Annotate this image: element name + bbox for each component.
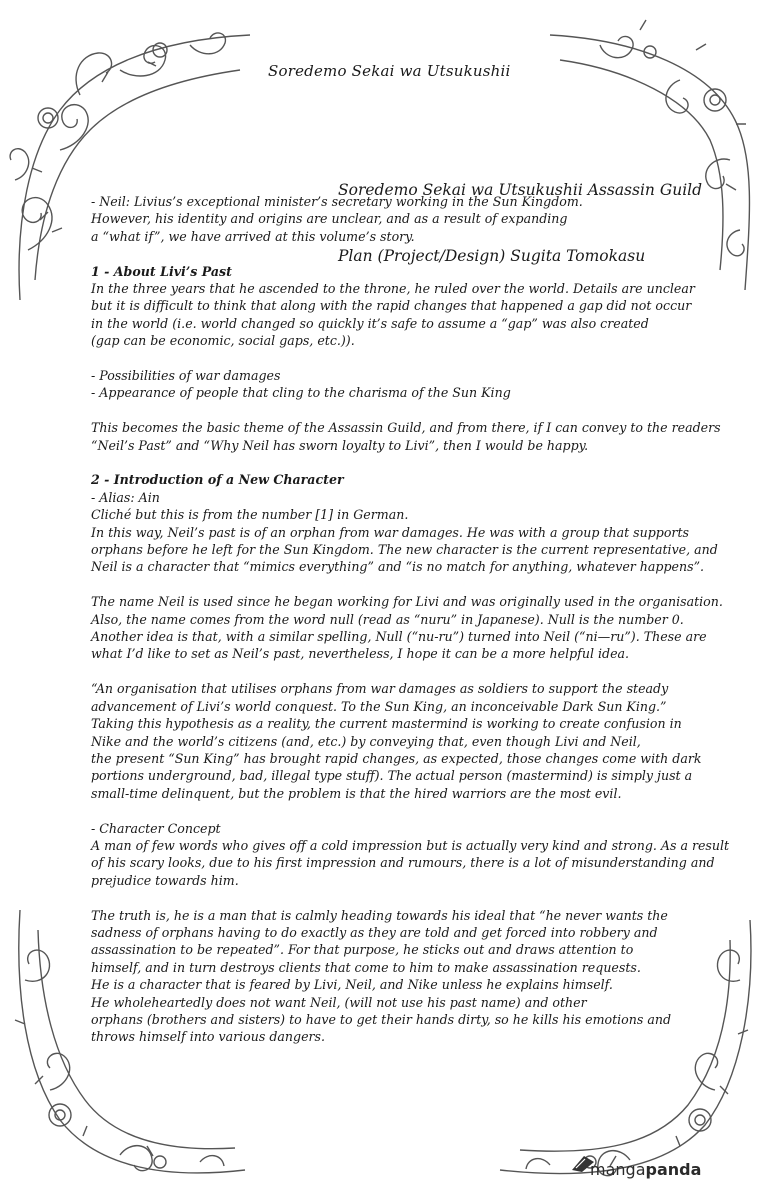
text-line: orphans (brothers and sisters) to have to get their hands dirty, so he kills his emotions and bbox=[91, 1011, 672, 1027]
watermark-part2: panda bbox=[645, 1160, 702, 1179]
text-line: - Alias: Ain bbox=[91, 489, 160, 505]
text-line: what I’d like to set as Neil’s past, nevertheless, I hope it can be a more helpful idea. bbox=[91, 646, 630, 662]
text-line: A man of few words who gives off a cold impression but is actually very kind and strong. As a result bbox=[91, 837, 730, 853]
subheader-line: Plan (Project/Design) Sugita Tomokasu bbox=[338, 247, 646, 265]
text-line: (gap can be economic, social gaps, etc.)). bbox=[91, 333, 355, 349]
text-line: Also, the name comes from the word null (read as “nuru” in Japanese). Null is the number 0. bbox=[91, 611, 684, 627]
text-line: throws himself into various dangers. bbox=[91, 1029, 326, 1045]
paragraph-spacer bbox=[91, 663, 721, 680]
text-line: The truth is, he is a man that is calmly heading towards his ideal that “he never wants the bbox=[91, 907, 668, 923]
text-line: assassination to be repeated”. For that purpose, he sticks out and draws attention to bbox=[91, 942, 634, 958]
text-line: This becomes the basic theme of the Assassin Guild, and from there, if I can convey to the readers bbox=[91, 420, 721, 436]
text-line: orphans before he left for the Sun Kingdom. The new character is the current representative, and bbox=[91, 542, 718, 558]
text-line: In the three years that he ascended to the throne, he ruled over the world. Details are unclear bbox=[91, 281, 695, 297]
text-line: In this way, Neil’s past is of an orphan from war damages. He was with a group that supports bbox=[91, 524, 689, 540]
text-line: but it is difficult to think that along with the rapid changes that happened a gap did not occur bbox=[91, 298, 692, 314]
paragraph bbox=[91, 593, 721, 663]
text-line: sadness of orphans having to do exactly as they are told and get forced into robbery and bbox=[91, 924, 658, 940]
text-line: Neil is a character that “mimics everything” and “is no match for anything, whatever happens”. bbox=[91, 559, 705, 575]
text-line: He wholeheartedly does not want Neil, (will not use his past name) and other bbox=[91, 994, 587, 1010]
paragraph bbox=[91, 680, 721, 802]
paragraph bbox=[91, 280, 721, 350]
paragraph bbox=[91, 489, 721, 576]
text-line: Another idea is that, with a similar spelling, Null (“nu-ru”) turned into Neil (“ni—ru”). These are bbox=[91, 629, 707, 645]
text-line: the present “Sun King” has brought rapid changes, as expected, those changes come with dark bbox=[91, 750, 702, 766]
text-line: “An organisation that utilises orphans from war damages as soldiers to support the steady bbox=[91, 681, 669, 697]
section-heading bbox=[91, 471, 721, 488]
paragraph-spacer bbox=[91, 402, 721, 419]
paragraph-spacer bbox=[91, 889, 721, 906]
text-line: 2 - Introduction of a New Character bbox=[91, 472, 344, 488]
paragraph-spacer bbox=[91, 350, 721, 367]
paragraph bbox=[91, 367, 721, 402]
paragraph-spacer bbox=[91, 454, 721, 471]
text-line: 1 - About Livi’s Past bbox=[91, 263, 232, 279]
paragraph bbox=[91, 907, 721, 1046]
text-line: Cliché but this is from the number [1] in German. bbox=[91, 507, 409, 523]
paragraph-spacer bbox=[91, 576, 721, 593]
page-header: Soredemo Sekai wa Utsukushii bbox=[268, 62, 511, 80]
watermark-logo bbox=[590, 1160, 701, 1179]
text-line: in the world (i.e. world changed so quickly it’s safe to assume a “gap” was also created bbox=[91, 315, 649, 331]
text-line: portions underground, bad, illegal type stuff). The actual person (mastermind) is simply just a bbox=[91, 768, 693, 784]
text-line: - Possibilities of war damages bbox=[91, 368, 281, 384]
text-line: - Appearance of people that cling to the charisma of the Sun King bbox=[91, 385, 511, 401]
paragraph-spacer bbox=[91, 245, 721, 262]
text-line: The name Neil is used since he began working for Livi and was originally used in the organisation. bbox=[91, 594, 723, 610]
text-line: himself, and in turn destroys clients that come to him to make assassination requests. bbox=[91, 959, 641, 975]
text-line: - Character Concept bbox=[91, 820, 221, 836]
document-body bbox=[91, 193, 730, 1046]
paragraph bbox=[91, 820, 730, 890]
text-line: - Neil: Livius’s exceptional minister’s secretary working in the Sun Kingdom. bbox=[91, 194, 583, 209]
text-line: Taking this hypothesis as a reality, the current mastermind is working to create confusion in bbox=[91, 716, 682, 732]
text-line: a “what if”, we have arrived at this volume’s story. bbox=[91, 228, 415, 244]
watermark-part1: manga bbox=[590, 1160, 646, 1179]
text-line: Nike and the world’s citizens (and, etc.) by conveying that, even though Livi and Neil, bbox=[91, 733, 641, 749]
paragraph bbox=[91, 419, 721, 454]
text-line: He is a character that is feared by Livi, Neil, and Nike unless he explains himself. bbox=[91, 977, 613, 993]
text-line: advancement of Livi’s world conquest. To the Sun King, an inconceivable Dark Sun King.” bbox=[91, 698, 667, 714]
section-heading bbox=[91, 263, 721, 280]
text-line: small-time delinquent, but the problem is that the hired warriors are the most evil. bbox=[91, 785, 622, 801]
text-line: However, his identity and origins are unclear, and as a result of expanding bbox=[91, 211, 568, 227]
paragraph-spacer bbox=[91, 802, 721, 819]
text-line: “Neil’s Past” and “Why Neil has sworn loyalty to Livi”, then I would be happy. bbox=[91, 437, 589, 453]
text-line: prejudice towards him. bbox=[91, 872, 239, 888]
subheader-line: Soredemo Sekai wa Utsukushii Assassin Guild bbox=[338, 181, 703, 199]
paragraph bbox=[91, 193, 721, 245]
text-line: of his scary looks, due to his first impression and rumours, there is a lot of misunderstanding and bbox=[91, 855, 715, 871]
